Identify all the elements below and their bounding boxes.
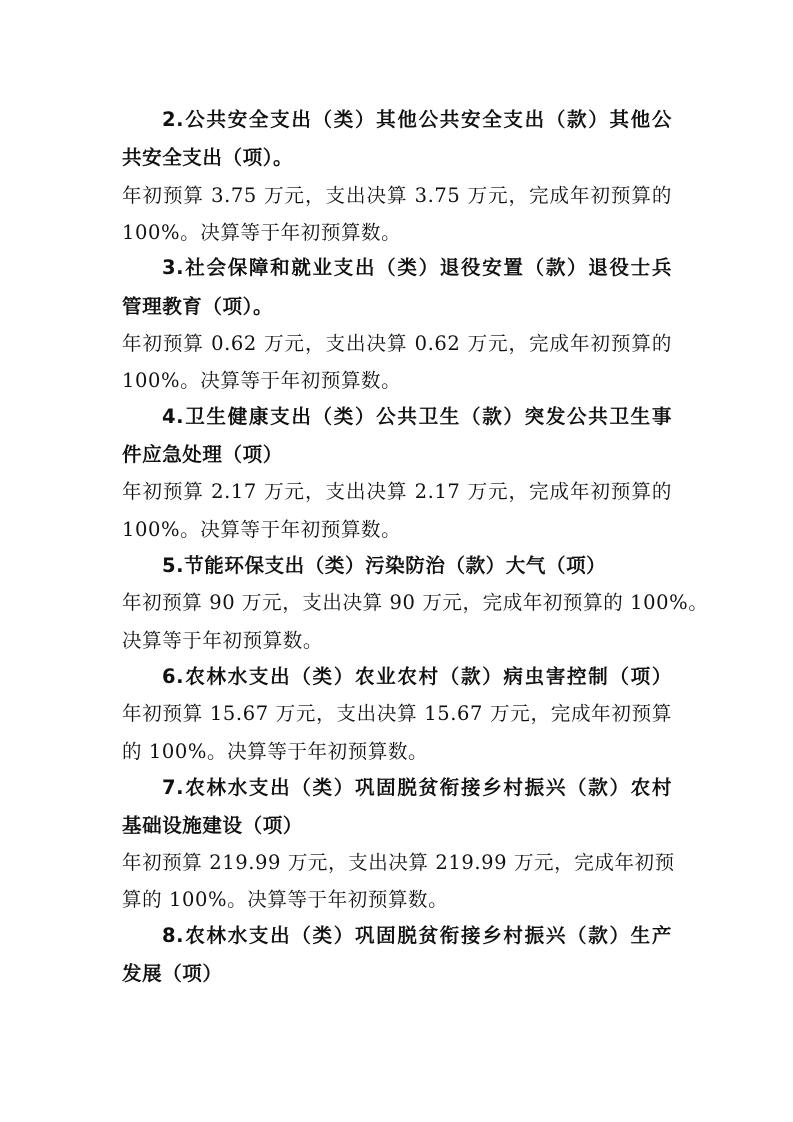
section-2-heading-line-1: 2.公共安全支出（类）其他公共安全支出（款）其他公 bbox=[162, 108, 672, 131]
section-4-heading-line-1: 4.卫生健康支出（类）公共卫生（款）突发公共卫生事 bbox=[162, 405, 672, 428]
section-5-body-line-1: 年初预算 90 万元，支出决算 90 万元，完成年初预算的 100%。 bbox=[122, 591, 709, 614]
section-3-heading-line-1: 3.社会保障和就业支出（类）退役安置（款）退役士兵 bbox=[162, 256, 672, 279]
section-4-body-line-1: 年初预算 2.17 万元，支出决算 2.17 万元，完成年初预算的 bbox=[122, 480, 672, 503]
section-3-body-line-2: 100%。决算等于年初预算数。 bbox=[122, 369, 402, 392]
section-3-body-line-1: 年初预算 0.62 万元，支出决算 0.62 万元，完成年初预算的 bbox=[122, 332, 672, 355]
section-4-heading-line-2: 件应急处理（项） bbox=[122, 443, 283, 466]
section-5-heading-line-1: 5.节能环保支出（类）污染防治（款）大气（项） bbox=[162, 554, 607, 577]
section-8-heading-line-1: 8.农林水支出（类）巩固脱贫衔接乡村振兴（款）生产 bbox=[162, 924, 672, 947]
section-8-heading-line-2: 发展（项） bbox=[122, 962, 223, 985]
section-7-heading-line-1: 7.农林水支出（类）巩固脱贫衔接乡村振兴（款）农村 bbox=[162, 776, 672, 799]
section-2-body-line-2: 100%。决算等于年初预算数。 bbox=[122, 221, 402, 244]
section-4-body-line-2: 100%。决算等于年初预算数。 bbox=[122, 518, 402, 541]
section-2-heading-line-2: 共安全支出（项）。 bbox=[122, 146, 294, 169]
section-7-heading-line-2: 基础设施建设（项） bbox=[122, 814, 303, 837]
section-6-body-line-1: 年初预算 15.67 万元，支出决算 15.67 万元，完成年初预算 bbox=[122, 702, 672, 725]
section-5-body-line-2: 决算等于年初预算数。 bbox=[122, 629, 324, 652]
section-6-body-line-2: 的 100%。决算等于年初预算数。 bbox=[122, 740, 429, 763]
section-2-body-line-1: 年初预算 3.75 万元，支出决算 3.75 万元，完成年初预算的 bbox=[122, 184, 672, 207]
section-7-body-line-2: 算的 100%。决算等于年初预算数。 bbox=[122, 888, 449, 911]
section-3-heading-line-2: 管理教育（项）。 bbox=[122, 295, 274, 318]
section-7-body-line-1: 年初预算 219.99 万元，支出决算 219.99 万元，完成年初预 bbox=[122, 851, 675, 874]
section-6-heading-line-1: 6.农林水支出（类）农业农村（款）病虫害控制（项） bbox=[162, 665, 672, 688]
